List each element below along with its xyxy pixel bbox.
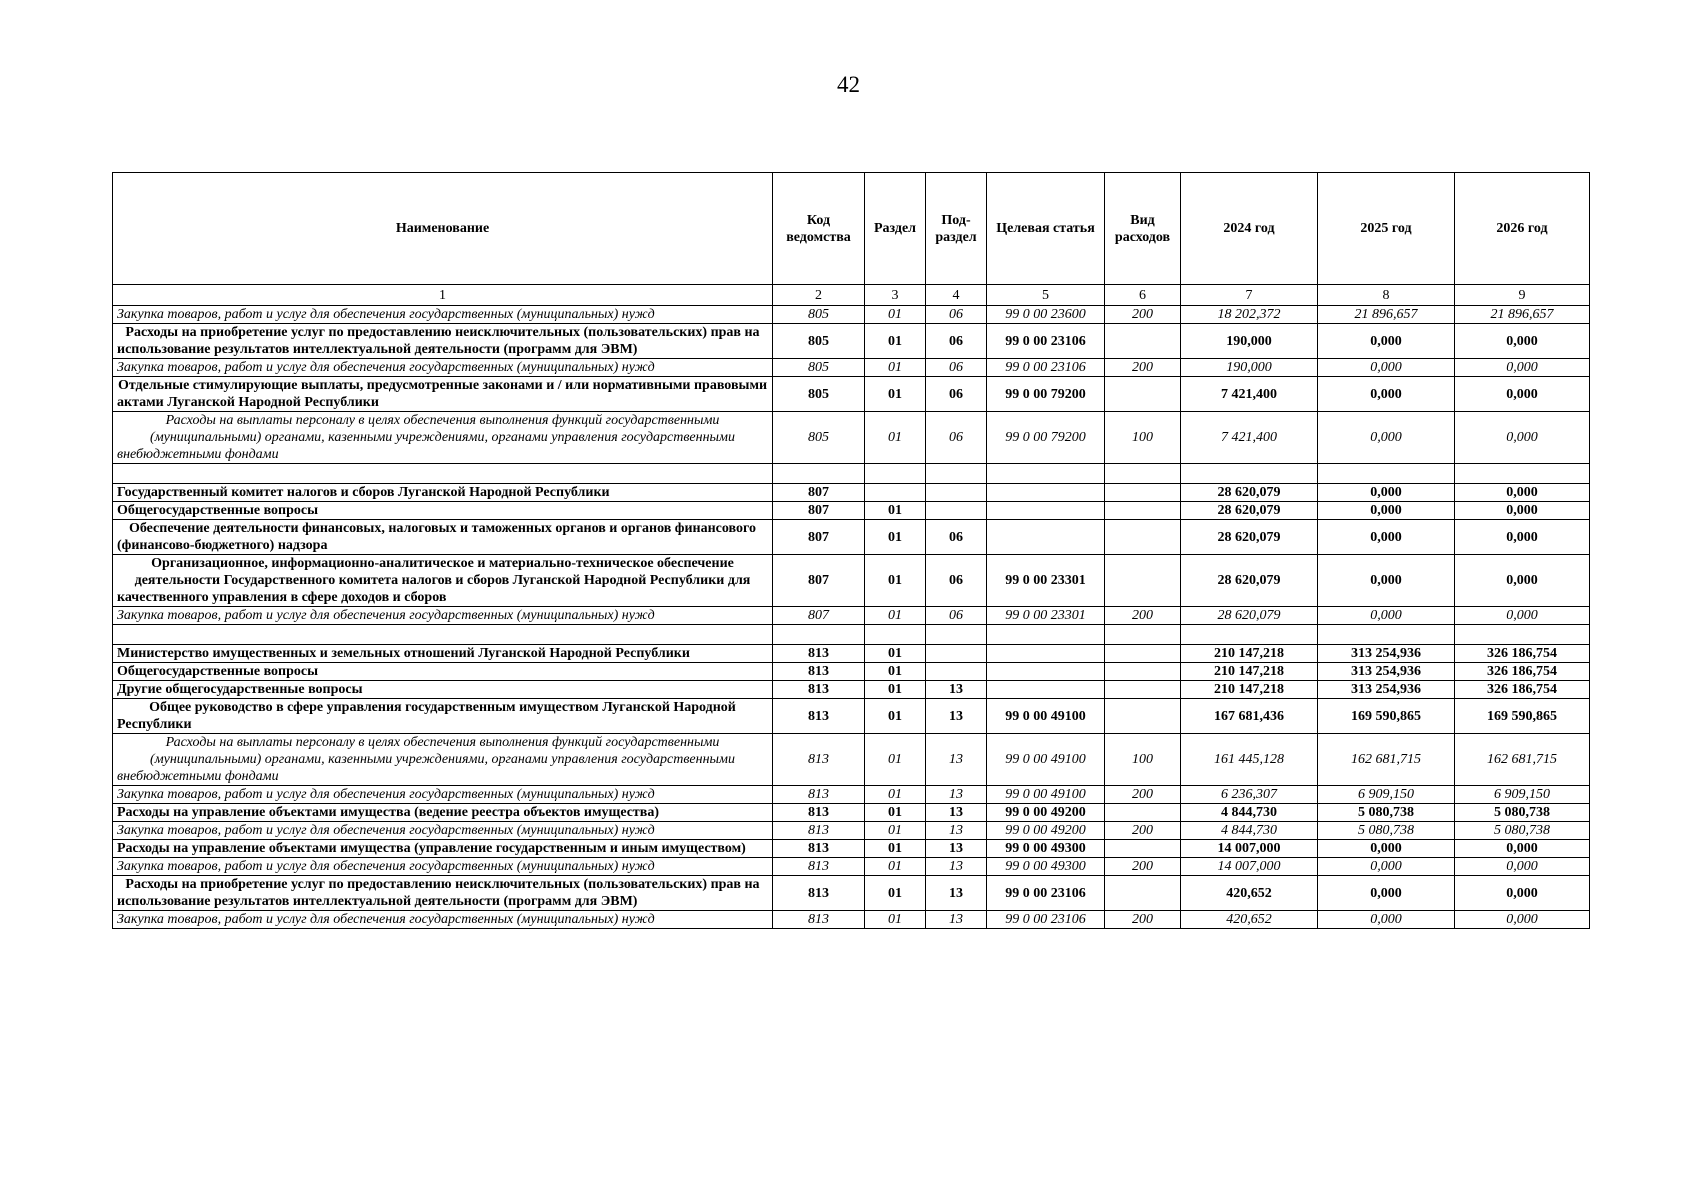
row-2024: 7 421,400	[1181, 412, 1318, 464]
row-razdel	[865, 625, 926, 645]
row-2025: 169 590,865	[1318, 699, 1455, 734]
row-statya: 99 0 00 49200	[987, 804, 1105, 822]
row-2026: 326 186,754	[1455, 663, 1590, 681]
row-podrazdel: 06	[926, 377, 987, 412]
row-2026: 0,000	[1455, 607, 1590, 625]
row-razdel: 01	[865, 377, 926, 412]
header-podrazdel: Под-раздел	[926, 173, 987, 285]
row-name: Закупка товаров, работ и услуг для обеспечения государственных (муниципальных) нужд	[113, 858, 773, 876]
table-row	[113, 645, 1590, 663]
row-statya: 99 0 00 23301	[987, 555, 1105, 607]
row-kod: 813	[773, 786, 865, 804]
row-kod: 813	[773, 663, 865, 681]
table-row	[113, 734, 1590, 786]
row-vid: 200	[1105, 786, 1181, 804]
row-statya: 99 0 00 49300	[987, 840, 1105, 858]
table-row	[113, 840, 1590, 858]
row-podrazdel: 06	[926, 520, 987, 555]
row-statya	[987, 663, 1105, 681]
row-2024: 7 421,400	[1181, 377, 1318, 412]
row-razdel: 01	[865, 324, 926, 359]
row-kod: 813	[773, 681, 865, 699]
row-2024: 14 007,000	[1181, 858, 1318, 876]
row-kod: 807	[773, 484, 865, 502]
row-podrazdel: 13	[926, 734, 987, 786]
row-podrazdel: 13	[926, 804, 987, 822]
row-razdel: 01	[865, 645, 926, 663]
header-2025: 2025 год	[1318, 173, 1455, 285]
row-razdel: 01	[865, 412, 926, 464]
column-number: 2	[773, 285, 865, 306]
row-vid	[1105, 681, 1181, 699]
row-kod: 813	[773, 734, 865, 786]
row-razdel	[865, 464, 926, 484]
row-statya: 99 0 00 23600	[987, 306, 1105, 324]
table-row	[113, 520, 1590, 555]
row-vid: 200	[1105, 911, 1181, 929]
row-kod: 807	[773, 555, 865, 607]
row-podrazdel: 13	[926, 699, 987, 734]
row-2024: 167 681,436	[1181, 699, 1318, 734]
row-2024: 161 445,128	[1181, 734, 1318, 786]
row-razdel: 01	[865, 555, 926, 607]
row-podrazdel: 06	[926, 324, 987, 359]
row-razdel: 01	[865, 876, 926, 911]
row-2024: 210 147,218	[1181, 645, 1318, 663]
row-kod: 813	[773, 645, 865, 663]
row-2025: 0,000	[1318, 377, 1455, 412]
row-2025: 0,000	[1318, 555, 1455, 607]
row-2025: 5 080,738	[1318, 822, 1455, 840]
row-2026: 0,000	[1455, 412, 1590, 464]
table-row	[113, 876, 1590, 911]
row-2026: 0,000	[1455, 840, 1590, 858]
row-kod: 807	[773, 502, 865, 520]
row-name: Отдельные стимулирующие выплаты, предусмотренные законами и / или нормативными правовыми актами Луганской Народной Республики	[113, 377, 773, 412]
row-name: Государственный комитет налогов и сборов Луганской Народной Республики	[113, 484, 773, 502]
row-name: Закупка товаров, работ и услуг для обеспечения государственных (муниципальных) нужд	[113, 359, 773, 377]
row-2026: 326 186,754	[1455, 681, 1590, 699]
budget-table	[112, 172, 1590, 929]
row-2024: 28 620,079	[1181, 607, 1318, 625]
row-2026: 326 186,754	[1455, 645, 1590, 663]
row-statya	[987, 484, 1105, 502]
row-name: Расходы на управление объектами имущества (управление государственным и иным имуществом)	[113, 840, 773, 858]
row-podrazdel	[926, 484, 987, 502]
row-kod: 805	[773, 377, 865, 412]
header-razdel: Раздел	[865, 173, 926, 285]
row-podrazdel: 06	[926, 607, 987, 625]
column-number: 9	[1455, 285, 1590, 306]
row-kod: 813	[773, 876, 865, 911]
row-name: Закупка товаров, работ и услуг для обеспечения государственных (муниципальных) нужд	[113, 306, 773, 324]
row-podrazdel	[926, 645, 987, 663]
row-2025: 0,000	[1318, 324, 1455, 359]
row-statya	[987, 625, 1105, 645]
row-name: Общее руководство в сфере управления государственным имуществом Луганской Народной Республики	[113, 699, 773, 734]
row-razdel: 01	[865, 502, 926, 520]
row-vid	[1105, 876, 1181, 911]
row-2024: 28 620,079	[1181, 520, 1318, 555]
row-name: Расходы на приобретение услуг по предоставлению неисключительных (пользовательских) прав на использование результатов интеллектуальной деятельности (программ для ЭВМ)	[113, 876, 773, 911]
row-razdel: 01	[865, 699, 926, 734]
row-2025: 21 896,657	[1318, 306, 1455, 324]
row-kod: 813	[773, 911, 865, 929]
table-row	[113, 359, 1590, 377]
row-2026: 169 590,865	[1455, 699, 1590, 734]
row-statya: 99 0 00 23106	[987, 359, 1105, 377]
row-statya	[987, 464, 1105, 484]
row-2025: 313 254,936	[1318, 681, 1455, 699]
row-kod: 813	[773, 858, 865, 876]
table-row	[113, 324, 1590, 359]
row-2026: 5 080,738	[1455, 822, 1590, 840]
row-name: Организационное, информационно-аналитическое и материально-техническое обеспечение деятельности Государственного комитета налогов и сборов Луганской Народной Республики для качественного управления в сфере доходов и сборов	[113, 555, 773, 607]
table-row	[113, 377, 1590, 412]
row-vid: 200	[1105, 607, 1181, 625]
row-2026: 0,000	[1455, 359, 1590, 377]
row-2024: 14 007,000	[1181, 840, 1318, 858]
row-vid	[1105, 625, 1181, 645]
header-2024: 2024 год	[1181, 173, 1318, 285]
row-2026: 21 896,657	[1455, 306, 1590, 324]
row-2024: 28 620,079	[1181, 484, 1318, 502]
row-kod: 807	[773, 520, 865, 555]
row-razdel: 01	[865, 681, 926, 699]
row-name: Закупка товаров, работ и услуг для обеспечения государственных (муниципальных) нужд	[113, 822, 773, 840]
table-row	[113, 822, 1590, 840]
page-number: 42	[837, 72, 860, 97]
table-row	[113, 306, 1590, 324]
column-number: 3	[865, 285, 926, 306]
row-kod	[773, 625, 865, 645]
row-2024: 4 844,730	[1181, 822, 1318, 840]
row-statya: 99 0 00 49100	[987, 786, 1105, 804]
row-vid	[1105, 804, 1181, 822]
row-vid	[1105, 502, 1181, 520]
row-statya: 99 0 00 23106	[987, 324, 1105, 359]
row-vid: 200	[1105, 822, 1181, 840]
row-2025: 313 254,936	[1318, 663, 1455, 681]
row-razdel: 01	[865, 607, 926, 625]
header-statya: Целевая статья	[987, 173, 1105, 285]
row-name: Расходы на выплаты персоналу в целях обеспечения выполнения функций государственными (муниципальными) органами, казенными учреждениями, органами управления государственными внебюджетными фондами	[113, 412, 773, 464]
row-kod: 805	[773, 306, 865, 324]
row-2024: 28 620,079	[1181, 502, 1318, 520]
row-kod: 813	[773, 822, 865, 840]
row-vid: 200	[1105, 306, 1181, 324]
row-2025: 0,000	[1318, 359, 1455, 377]
row-statya: 99 0 00 23301	[987, 607, 1105, 625]
row-vid	[1105, 645, 1181, 663]
row-razdel: 01	[865, 306, 926, 324]
row-2024: 210 147,218	[1181, 681, 1318, 699]
column-number: 7	[1181, 285, 1318, 306]
row-razdel: 01	[865, 663, 926, 681]
row-2025: 0,000	[1318, 520, 1455, 555]
column-number: 1	[113, 285, 773, 306]
table-row	[113, 412, 1590, 464]
row-name: Расходы на управление объектами имущества (ведение реестра объектов имущества)	[113, 804, 773, 822]
row-name	[113, 464, 773, 484]
row-podrazdel	[926, 502, 987, 520]
row-statya: 99 0 00 49100	[987, 734, 1105, 786]
row-kod: 813	[773, 699, 865, 734]
row-2026: 0,000	[1455, 502, 1590, 520]
row-2025: 0,000	[1318, 502, 1455, 520]
row-name: Общегосударственные вопросы	[113, 502, 773, 520]
row-statya	[987, 645, 1105, 663]
row-2024: 18 202,372	[1181, 306, 1318, 324]
row-2025: 313 254,936	[1318, 645, 1455, 663]
row-vid	[1105, 840, 1181, 858]
table-row	[113, 681, 1590, 699]
row-2026: 0,000	[1455, 911, 1590, 929]
row-name: Закупка товаров, работ и услуг для обеспечения государственных (муниципальных) нужд	[113, 911, 773, 929]
table-row	[113, 858, 1590, 876]
row-name: Министерство имущественных и земельных отношений Луганской Народной Республики	[113, 645, 773, 663]
row-kod: 805	[773, 359, 865, 377]
row-podrazdel: 06	[926, 359, 987, 377]
row-statya	[987, 502, 1105, 520]
row-razdel: 01	[865, 858, 926, 876]
row-2025: 0,000	[1318, 858, 1455, 876]
row-2025: 0,000	[1318, 876, 1455, 911]
row-2024: 190,000	[1181, 324, 1318, 359]
row-name: Закупка товаров, работ и услуг для обеспечения государственных (муниципальных) нужд	[113, 607, 773, 625]
row-podrazdel: 13	[926, 786, 987, 804]
row-razdel: 01	[865, 911, 926, 929]
row-2025: 5 080,738	[1318, 804, 1455, 822]
row-name	[113, 625, 773, 645]
spacer-row	[113, 625, 1590, 645]
row-vid: 200	[1105, 359, 1181, 377]
table-row	[113, 607, 1590, 625]
row-2026: 6 909,150	[1455, 786, 1590, 804]
row-podrazdel	[926, 663, 987, 681]
row-kod	[773, 464, 865, 484]
row-2024	[1181, 625, 1318, 645]
column-number: 8	[1318, 285, 1455, 306]
table-row	[113, 555, 1590, 607]
row-vid	[1105, 699, 1181, 734]
row-2026: 0,000	[1455, 876, 1590, 911]
column-number-row	[113, 285, 1590, 306]
row-podrazdel: 13	[926, 858, 987, 876]
row-2026: 162 681,715	[1455, 734, 1590, 786]
row-razdel: 01	[865, 786, 926, 804]
row-vid	[1105, 464, 1181, 484]
row-2024: 28 620,079	[1181, 555, 1318, 607]
row-2025: 0,000	[1318, 412, 1455, 464]
row-vid	[1105, 520, 1181, 555]
header-vid: Вид расходов	[1105, 173, 1181, 285]
row-vid	[1105, 555, 1181, 607]
row-name: Общегосударственные вопросы	[113, 663, 773, 681]
spacer-row	[113, 464, 1590, 484]
row-2026	[1455, 464, 1590, 484]
row-2024: 190,000	[1181, 359, 1318, 377]
table-row	[113, 699, 1590, 734]
row-podrazdel: 13	[926, 681, 987, 699]
row-vid: 200	[1105, 858, 1181, 876]
row-podrazdel: 13	[926, 911, 987, 929]
row-podrazdel: 13	[926, 876, 987, 911]
row-razdel: 01	[865, 359, 926, 377]
row-2025: 0,000	[1318, 607, 1455, 625]
row-2025: 162 681,715	[1318, 734, 1455, 786]
row-razdel: 01	[865, 520, 926, 555]
row-2026: 0,000	[1455, 484, 1590, 502]
row-2024: 420,652	[1181, 911, 1318, 929]
row-2025	[1318, 625, 1455, 645]
row-name: Обеспечение деятельности финансовых, налоговых и таможенных органов и органов финансового (финансово-бюджетного) надзора	[113, 520, 773, 555]
row-2026: 0,000	[1455, 555, 1590, 607]
row-vid	[1105, 324, 1181, 359]
column-number: 4	[926, 285, 987, 306]
column-number: 6	[1105, 285, 1181, 306]
row-statya: 99 0 00 49200	[987, 822, 1105, 840]
row-2024: 6 236,307	[1181, 786, 1318, 804]
header-name: Наименование	[113, 173, 773, 285]
row-vid: 100	[1105, 734, 1181, 786]
row-statya: 99 0 00 23106	[987, 911, 1105, 929]
row-name: Расходы на выплаты персоналу в целях обеспечения выполнения функций государственными (муниципальными) органами, казенными учреждениями, органами управления государственными внебюджетными фондами	[113, 734, 773, 786]
row-kod: 807	[773, 607, 865, 625]
row-podrazdel: 06	[926, 306, 987, 324]
row-2025: 0,000	[1318, 840, 1455, 858]
row-kod: 805	[773, 412, 865, 464]
budget-table-body	[113, 306, 1590, 929]
row-vid	[1105, 377, 1181, 412]
header-2026: 2026 год	[1455, 173, 1590, 285]
row-statya	[987, 681, 1105, 699]
row-2024	[1181, 464, 1318, 484]
row-kod: 813	[773, 804, 865, 822]
row-vid	[1105, 484, 1181, 502]
row-statya: 99 0 00 79200	[987, 377, 1105, 412]
row-razdel: 01	[865, 734, 926, 786]
table-row	[113, 804, 1590, 822]
row-2025	[1318, 464, 1455, 484]
row-podrazdel: 13	[926, 822, 987, 840]
table-row	[113, 786, 1590, 804]
row-2025: 6 909,150	[1318, 786, 1455, 804]
table-row	[113, 663, 1590, 681]
row-name: Другие общегосударственные вопросы	[113, 681, 773, 699]
row-2026: 5 080,738	[1455, 804, 1590, 822]
row-podrazdel: 06	[926, 555, 987, 607]
row-podrazdel	[926, 464, 987, 484]
row-vid: 100	[1105, 412, 1181, 464]
row-name: Закупка товаров, работ и услуг для обеспечения государственных (муниципальных) нужд	[113, 786, 773, 804]
row-razdel: 01	[865, 840, 926, 858]
row-2026: 0,000	[1455, 324, 1590, 359]
row-statya: 99 0 00 23106	[987, 876, 1105, 911]
column-number: 5	[987, 285, 1105, 306]
row-razdel: 01	[865, 804, 926, 822]
row-kod: 813	[773, 840, 865, 858]
row-2026: 0,000	[1455, 858, 1590, 876]
row-vid	[1105, 663, 1181, 681]
row-2024: 210 147,218	[1181, 663, 1318, 681]
row-2024: 4 844,730	[1181, 804, 1318, 822]
row-podrazdel	[926, 625, 987, 645]
row-2026: 0,000	[1455, 520, 1590, 555]
row-kod: 805	[773, 324, 865, 359]
table-row	[113, 911, 1590, 929]
row-razdel: 01	[865, 822, 926, 840]
row-podrazdel: 13	[926, 840, 987, 858]
row-2025: 0,000	[1318, 484, 1455, 502]
row-statya: 99 0 00 49300	[987, 858, 1105, 876]
table-row	[113, 484, 1590, 502]
row-statya	[987, 520, 1105, 555]
header-kod: Код ведомства	[773, 173, 865, 285]
row-statya: 99 0 00 79200	[987, 412, 1105, 464]
table-row	[113, 502, 1590, 520]
row-name: Расходы на приобретение услуг по предоставлению неисключительных (пользовательских) прав на использование результатов интеллектуальной деятельности (программ для ЭВМ)	[113, 324, 773, 359]
row-razdel	[865, 484, 926, 502]
table-header-row	[113, 173, 1590, 285]
row-2025: 0,000	[1318, 911, 1455, 929]
row-statya: 99 0 00 49100	[987, 699, 1105, 734]
row-2026: 0,000	[1455, 377, 1590, 412]
row-podrazdel: 06	[926, 412, 987, 464]
row-2024: 420,652	[1181, 876, 1318, 911]
row-2026	[1455, 625, 1590, 645]
